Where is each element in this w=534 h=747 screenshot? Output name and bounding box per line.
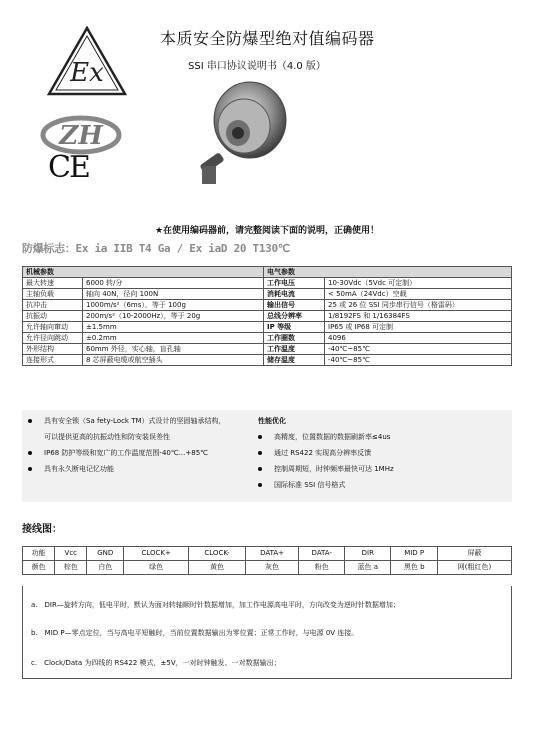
bullet-icon [28, 451, 32, 455]
bullet-icon [258, 467, 262, 471]
feature-text: 通过 RS422 实现高分辨率反馈 [274, 449, 372, 457]
param-value: 8 芯屏蔽电缆或航空插头 [83, 355, 264, 366]
table-row [23, 289, 512, 300]
wiring-cell: MID P [391, 547, 438, 561]
wiring-cell: DATA- [299, 547, 345, 561]
param-label: 抗冲击 [23, 300, 83, 311]
param-label: 工作电压 [264, 278, 325, 289]
wiring-note: b. MID P—零点定位，当与高电平短触时，当前位置数据输出为零位置；正常工作时，与电源 0V 连接。 [31, 629, 359, 637]
features-right-list [258, 413, 394, 493]
wiring-cell: 粉色 [299, 561, 345, 575]
param-value: -40℃~85℃ [325, 344, 512, 355]
wiring-cell: 白色 [87, 561, 124, 575]
param-label: 输出信号 [264, 300, 325, 311]
feature-text: 控制周期短，时钟频率最快可达 1MHz [274, 465, 394, 473]
ce-mark-icon: CE [48, 150, 89, 185]
features-right-title: 性能优化 [258, 417, 286, 425]
param-label: 抗振动 [23, 311, 83, 322]
feature-text: 国际标准 SSI 信号格式 [274, 481, 346, 489]
wiring-cell: Vcc [55, 547, 87, 561]
wiring-cell: 灰色 [245, 561, 298, 575]
table-row [23, 333, 512, 344]
feature-text: 高精度，位置数据的数据刷新率≤4us [274, 433, 391, 441]
param-value: 1000m/s²（6ms），等于 100g [83, 300, 264, 311]
param-value: 6000 转/分 [83, 278, 264, 289]
table-row [23, 355, 512, 366]
param-label: 总线分辨率 [264, 311, 325, 322]
document-title: 本质安全防爆型绝对值编码器 [160, 29, 375, 48]
param-value: < 50mA（24Vdc）空载 [325, 289, 512, 300]
features-left-list [28, 413, 226, 477]
list-item [258, 445, 394, 461]
zh-logo-text: ZH [59, 121, 103, 151]
param-label: 工作温度 [264, 344, 325, 355]
ex-atex-logo-icon [47, 26, 127, 96]
param-value: 60mm 外径，实心轴，盲孔轴 [83, 344, 264, 355]
wiring-cell: 黄色 [189, 561, 246, 575]
param-value: IP65 或 IP68 可定制 [325, 322, 512, 333]
explosion-proof-mark: 防爆标志：Ex ia IIB T4 Ga / Ex iaD 20 T130℃ [22, 242, 290, 255]
param-label: 主轴负载 [23, 289, 83, 300]
bullet-icon [258, 451, 262, 455]
param-value: 25 或 26 位 SSI 同步串行信号（格雷码） [325, 300, 512, 311]
param-value: 1/8192FS 和 1/16384FS [325, 311, 512, 322]
parameter-table [22, 266, 512, 366]
param-value: 4096 [325, 333, 512, 344]
param-label: 最大转速 [23, 278, 83, 289]
wiring-function-row [23, 547, 512, 561]
table-row [23, 344, 512, 355]
list-item [28, 445, 226, 461]
wiring-note: a. DIR—旋转方向，低电平时，默认为面对转轴顺时针数据增加，加工作电源高电平时，方向改变为逆时针数据增加； [31, 601, 400, 609]
param-label: 外形结构 [23, 344, 83, 355]
wiring-notes [22, 586, 512, 679]
list-item [28, 429, 226, 445]
feature-text: 可以提供更高的抗振动性和防安装误差性 [44, 433, 170, 441]
wiring-cell: 屏蔽 [437, 547, 511, 561]
bullet-icon [258, 435, 262, 439]
table-row [23, 300, 512, 311]
param-label: 工作圈数 [264, 333, 325, 344]
param-value: 10-30Vdc（5Vdc 可定制） [325, 278, 512, 289]
wiring-cell: CLOCK- [189, 547, 246, 561]
wiring-cell: 颜色 [23, 561, 55, 575]
param-label: 储存温度 [264, 355, 325, 366]
wiring-cell: 网(粗红色) [437, 561, 511, 575]
bullet-icon [258, 483, 262, 487]
wiring-cell: 蓝色 a [345, 561, 391, 575]
wiring-cell: GND [87, 547, 124, 561]
param-label: 消耗电流 [264, 289, 325, 300]
wiring-cell: 棕色 [55, 561, 87, 575]
parameter-table-header [23, 267, 512, 278]
document-subtitle: SSI 串口协议说明书（4.0 版） [188, 61, 326, 72]
feature-text: IP68 防护等级和宽广的工作温度范围-40℃...+85℃ [44, 449, 209, 457]
param-label: 连接形式 [23, 355, 83, 366]
param-value: 200m/s²（10-2000Hz），等于 20g [83, 311, 264, 322]
bullet-icon [28, 419, 32, 423]
param-value: -40℃~85℃ [325, 355, 512, 366]
wiring-title: 接线图： [22, 524, 62, 535]
table-row [23, 322, 512, 333]
list-item [258, 461, 394, 477]
list-item [28, 461, 226, 477]
wiring-cell: 黑色 b [391, 561, 438, 575]
wiring-color-row [23, 561, 512, 575]
usage-warning: ★在使用编码器前，请完整阅读下面的说明，正确使用！ [154, 226, 380, 236]
param-value: ±0.2mm [83, 333, 264, 344]
feature-text: 具有安全锁（Sa fety-Lock TM）式设计的坚固轴承结构， [44, 417, 226, 425]
feature-text: 具有永久断电记忆功能 [44, 465, 114, 473]
list-item [28, 413, 226, 429]
encoder-product-image [192, 78, 292, 188]
param-value: ±1.5mm [83, 322, 264, 333]
param-label: 允许径向跳动 [23, 333, 83, 344]
electrical-params-header: 电气参数 [264, 267, 512, 278]
ex-logo-text: Ex [70, 58, 104, 88]
table-row [23, 311, 512, 322]
list-item [258, 429, 394, 445]
table-row [23, 278, 512, 289]
wiring-cell: 功能 [23, 547, 55, 561]
wiring-cell: CLOCK+ [124, 547, 189, 561]
wiring-note: c. Clock/Data 为四线的 RS422 模式，±5V，一对时钟触发、一对数据输出； [31, 659, 281, 667]
bullet-icon [28, 467, 32, 471]
mechanical-params-header: 机械参数 [23, 267, 264, 278]
param-value: 轴向 40N，径向 100N [83, 289, 264, 300]
wiring-cell: DIR [345, 547, 391, 561]
wiring-cell: 绿色 [124, 561, 189, 575]
param-label: IP 等级 [264, 322, 325, 333]
list-item [258, 477, 394, 493]
wiring-table [22, 546, 512, 575]
param-label: 允许轴向窜动 [23, 322, 83, 333]
wiring-cell: DATA+ [245, 547, 298, 561]
